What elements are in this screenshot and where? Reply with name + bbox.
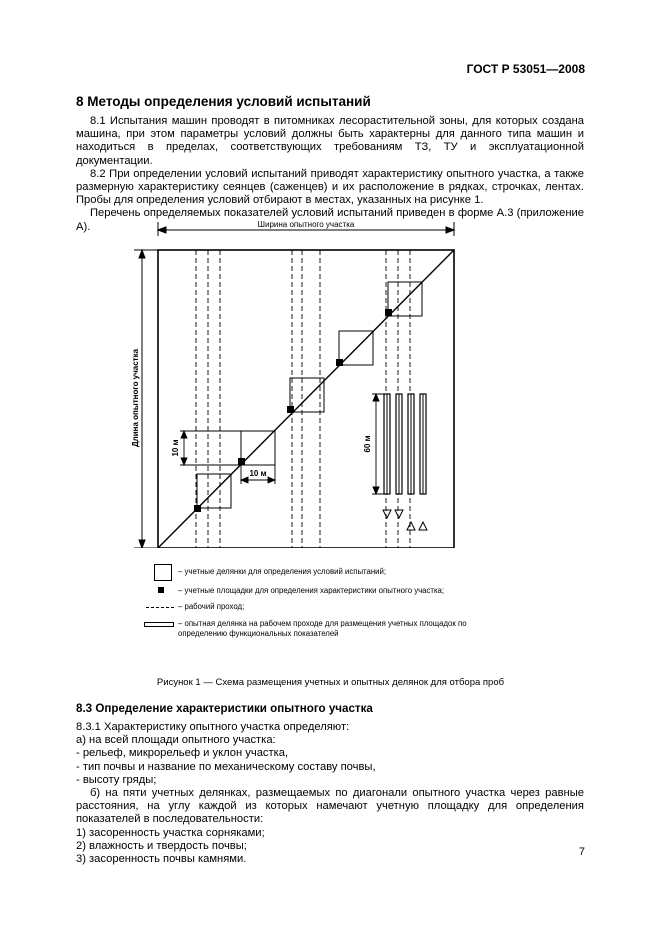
legend-symbol-experimental-strip: [144, 622, 174, 627]
legend-working-passage: – рабочий проход;: [178, 602, 245, 611]
list-item-soil-type: - тип почвы и название по механическому составу почвы,: [76, 760, 376, 773]
list-item-1: 1) засоренность участка сорняками;: [76, 826, 265, 839]
section-8-title: 8 Методы определения условий испытаний: [76, 94, 371, 109]
direction-arrows: [383, 510, 427, 530]
dim-10m-vertical: [180, 431, 245, 465]
page-number: 7: [578, 846, 585, 858]
legend-symbol-record-plot: [154, 564, 172, 581]
dim-10m-horizontal-label: 10 м: [249, 469, 267, 478]
paragraph-8-2-list: Перечень определяемых показателей условий испытаний приведен в форме А.3 (приложение А).: [76, 207, 584, 233]
dim-60m-label: 60 м: [363, 435, 372, 453]
legend-symbol-working-passage: [146, 607, 174, 608]
experimental-strips: [384, 394, 426, 494]
list-item-bed-height: - высоту гряды;: [76, 773, 157, 786]
legend-experimental-strip: – опытная делянка на рабочем проходе для размещения учетных площадок по определению функциональных показателей: [178, 619, 467, 638]
paragraph-8-2: 8.2 При определении условий испытаний приводят характеристику опытного участка, а также размерную характеристику сеянцев (саженцев) и их расположение в рядках, строчках, лентах. Пробы для определения условий отбирают в местах, указанных на рисунке 1.: [76, 167, 584, 207]
list-item-a: а) на всей площади опытного участка:: [76, 734, 276, 747]
list-item-2: 2) влажность и твердость почвы;: [76, 839, 247, 852]
paragraph-8-1: 8.1 Испытания машин проводят в питомниках лесорастительной зоны, для которых создана машина, при этом параметры условий должны быть характерны для данного типа машин и находиться в пределах, соответствующих требованиям ТЗ, ТУ и эксплуатационной документации.: [76, 115, 584, 167]
width-label: Ширина опытного участка: [257, 220, 355, 229]
legend-record-plot: – учетные делянки для определения условий испытаний;: [178, 567, 387, 576]
paragraph-8-3-1: 8.3.1 Характеристику опытного участка определяют:: [76, 721, 350, 733]
strip-centerlines: [387, 394, 423, 494]
section-8-body: [76, 115, 584, 234]
list-item-relief: - рельеф, микрорельеф и уклон участка,: [76, 747, 289, 760]
length-label: Длина опытного участка: [131, 348, 140, 448]
section-8-3-body: [76, 721, 584, 866]
figure-1-diagram: [120, 218, 480, 548]
list-item-3: 3) засоренность почвы камнями.: [76, 853, 247, 866]
document-code: ГОСТ Р 53051—2008: [466, 62, 585, 76]
legend-symbol-record-square: [158, 587, 164, 593]
dim-10m-vertical-label: 10 м: [171, 439, 180, 457]
list-item-b: б) на пяти учетных делянках, размещаемых по диагонали опытного участка через равные расстояния, на углу каждой из которых намечают учетную площадку для определения показателей в последовательности:: [76, 787, 584, 826]
section-8-3-title: 8.3 Определение характеристики опытного участка: [76, 702, 373, 715]
legend-record-square: – учетные площадки для определения характеристики опытного участка;: [178, 586, 445, 595]
figure-caption: Рисунок 1 — Схема размещения учетных и опытных делянок для отбора проб: [156, 677, 505, 688]
